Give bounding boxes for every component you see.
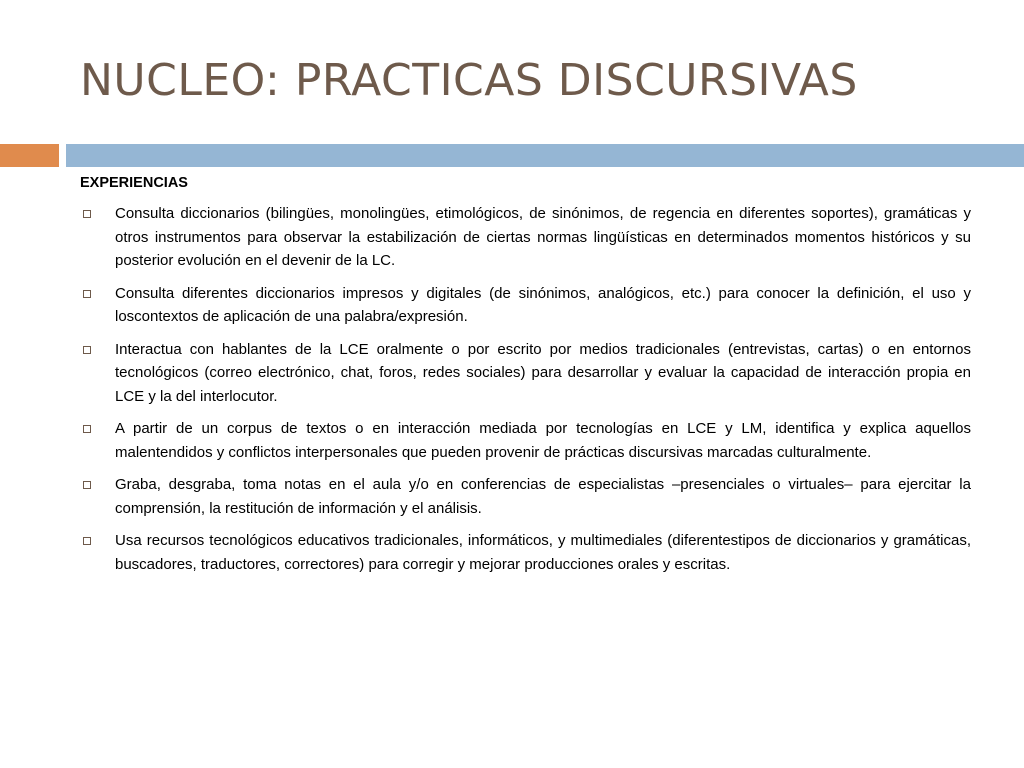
list-item-text: Consulta diferentes diccionarios impresos y digitales (de sinónimos, analógicos, etc.) para conocer la definición, el uso y loscontextos de aplicación de una palabra/expresión. [115, 284, 971, 325]
list-item [80, 417, 971, 464]
slide-title: NUCLEO: PRACTICAS DISCURSIVAS [80, 55, 858, 106]
square-bullet-icon [83, 290, 91, 298]
list-item-text: Graba, desgraba, toma notas en el aula y/o en conferencias de especialistas –presenciales o virtuales– para ejercitar la comprensión, la restitución de información y el análisis. [115, 476, 971, 517]
section-heading: EXPERIENCIAS [80, 175, 188, 191]
square-bullet-icon [83, 210, 91, 218]
slide-content [80, 173, 971, 585]
square-bullet-icon [83, 425, 91, 433]
accent-bar-blue [66, 144, 1024, 167]
list-item [80, 338, 971, 409]
list-item [80, 529, 971, 576]
list-item [80, 282, 971, 329]
list-item [80, 473, 971, 520]
list-item-text: Consulta diccionarios (bilingües, monolingües, etimológicos, de sinónimos, de regencia en diferentes soportes), gramáticas y otros instrumentos para observar la estabilización de ciertas normas lingüísticas en determinados momentos históricos y su posterior evolución en el devenir de la LC. [115, 205, 971, 269]
bullet-list [80, 202, 971, 576]
square-bullet-icon [83, 537, 91, 545]
list-item-text: Usa recursos tecnológicos educativos tradicionales, informáticos, y multimediales (diferentestipos de diccionarios y gramáticas, buscadores, traductores, correctores) para corregir y mejorar producciones orales y escritas. [115, 532, 971, 573]
list-item-text: A partir de un corpus de textos o en interacción mediada por tecnologías en LCE y LM, identifica y explica aquellos malentendidos y conflictos interpersonales que pueden provenir de prácticas discursivas marcadas culturalmente. [115, 420, 971, 461]
list-item [80, 202, 971, 273]
list-item-text: Interactua con hablantes de la LCE oralmente o por escrito por medios tradicionales (entrevistas, cartas) o en entornos tecnológicos (correo electrónico, chat, foros, redes sociales) para desarrollar y evaluar la capacidad de interacción propia en LCE y la del interlocutor. [115, 340, 971, 405]
square-bullet-icon [83, 481, 91, 489]
square-bullet-icon [83, 346, 91, 354]
accent-bar-orange [0, 144, 59, 167]
